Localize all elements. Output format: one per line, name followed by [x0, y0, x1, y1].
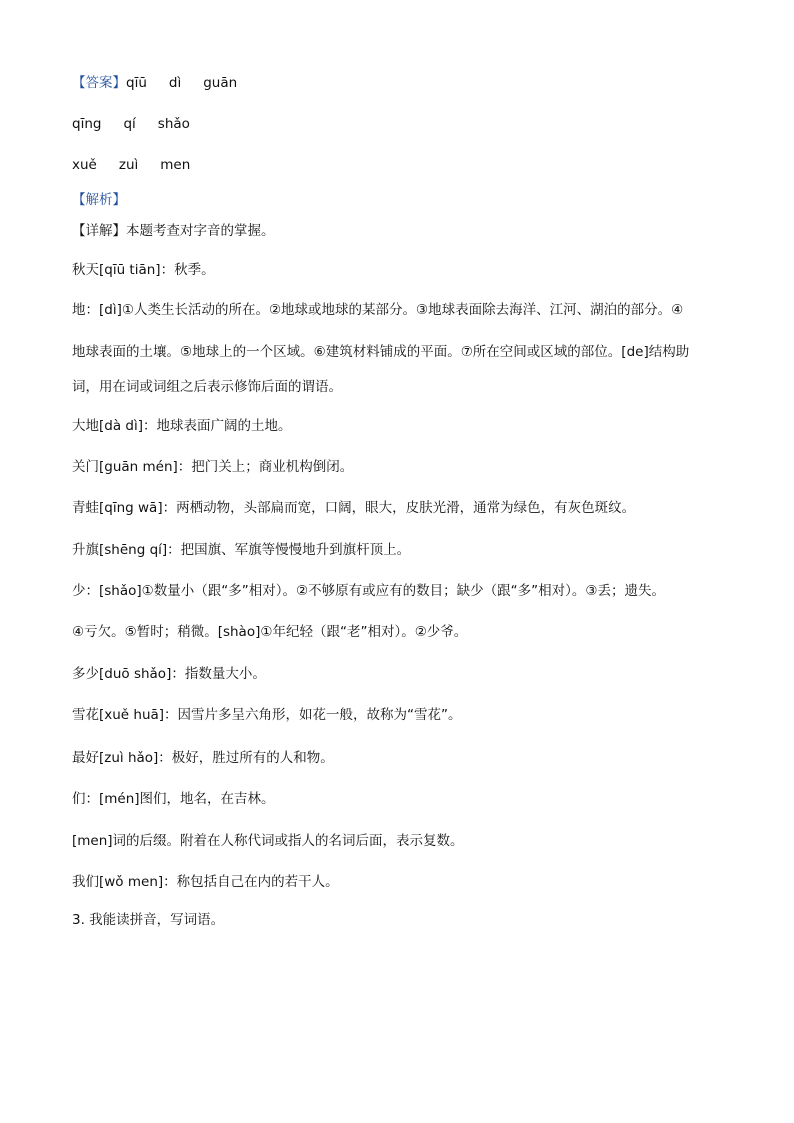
detail-label: 【详解】	[72, 223, 126, 239]
detail-line	[72, 221, 275, 241]
detail-text: 本题考查对字音的掌握。	[126, 223, 275, 239]
answer-label: 【答案】	[72, 75, 126, 91]
pinyin: dì	[168, 75, 182, 91]
text-line: 最好[zuì hǎo]：极好，胜过所有的人和物。	[72, 750, 334, 766]
text-line: 地：[dì]①人类生长活动的所在。②地球或地球的某部分。③地球表面除去海洋、江河、湖泊的部分。④	[72, 302, 684, 318]
text-line: ④亏欠。⑤暂时；稍微。[shào]①年纪轻（跟“老”相对）。②少爷。	[72, 624, 468, 640]
answer-row-2	[72, 114, 190, 134]
text-line: 雪花[xuě huā]：因雪片多呈六角形，如花一般，故称为“雪花”。	[72, 707, 462, 723]
text-line: 词，用在词或词组之后表示修饰后面的谓语。	[72, 379, 342, 395]
analysis-label: 【解析】	[72, 192, 126, 208]
answer-row-3	[72, 155, 190, 175]
text-line: 我们[wǒ men]：称包括自己在内的若干人。	[72, 874, 339, 890]
text-line: 青蛙[qīng wā]：两栖动物，头部扁而宽，口阔，眼大，皮肤光滑，通常为绿色，有灰色斑纹。	[72, 500, 636, 516]
pinyin: guān	[203, 75, 238, 91]
answer-row-1	[72, 73, 237, 93]
pinyin: qí	[123, 116, 136, 132]
pinyin: qīng	[72, 116, 102, 132]
text-line: [men]词的后缀。附着在人称代词或指人的名词后面，表示复数。	[72, 833, 464, 849]
text-line: 秋天[qīū tiān]：秋季。	[72, 262, 215, 278]
text-line: 关门[guān mén]：把门关上；商业机构倒闭。	[72, 459, 354, 475]
pinyin: shǎo	[157, 116, 190, 132]
analysis-heading	[72, 190, 126, 210]
pinyin: zuì	[118, 157, 139, 173]
text-line: 少：[shǎo]①数量小（跟“多”相对）。②不够原有或应有的数目；缺少（跟“多”相对）。③丢；遗失。	[72, 583, 665, 599]
question-heading: 3. 我能读拼音，写词语。	[72, 912, 225, 928]
pinyin: xuě	[72, 157, 97, 173]
text-line: 升旗[shēng qí]：把国旗、军旗等慢慢地升到旗杆顶上。	[72, 542, 411, 558]
text-line: 地球表面的土壤。⑤地球上的一个区域。⑥建筑材料铺成的平面。⑦所在空间或区域的部位。[de]结构助	[72, 344, 690, 360]
text-line: 多少[duō shǎo]：指数量大小。	[72, 666, 266, 682]
text-line: 们：[mén]图们，地名，在吉林。	[72, 791, 275, 807]
text-line: 大地[dà dì]：地球表面广阔的土地。	[72, 418, 292, 434]
pinyin: qīū	[126, 75, 147, 91]
pinyin: men	[160, 157, 191, 173]
